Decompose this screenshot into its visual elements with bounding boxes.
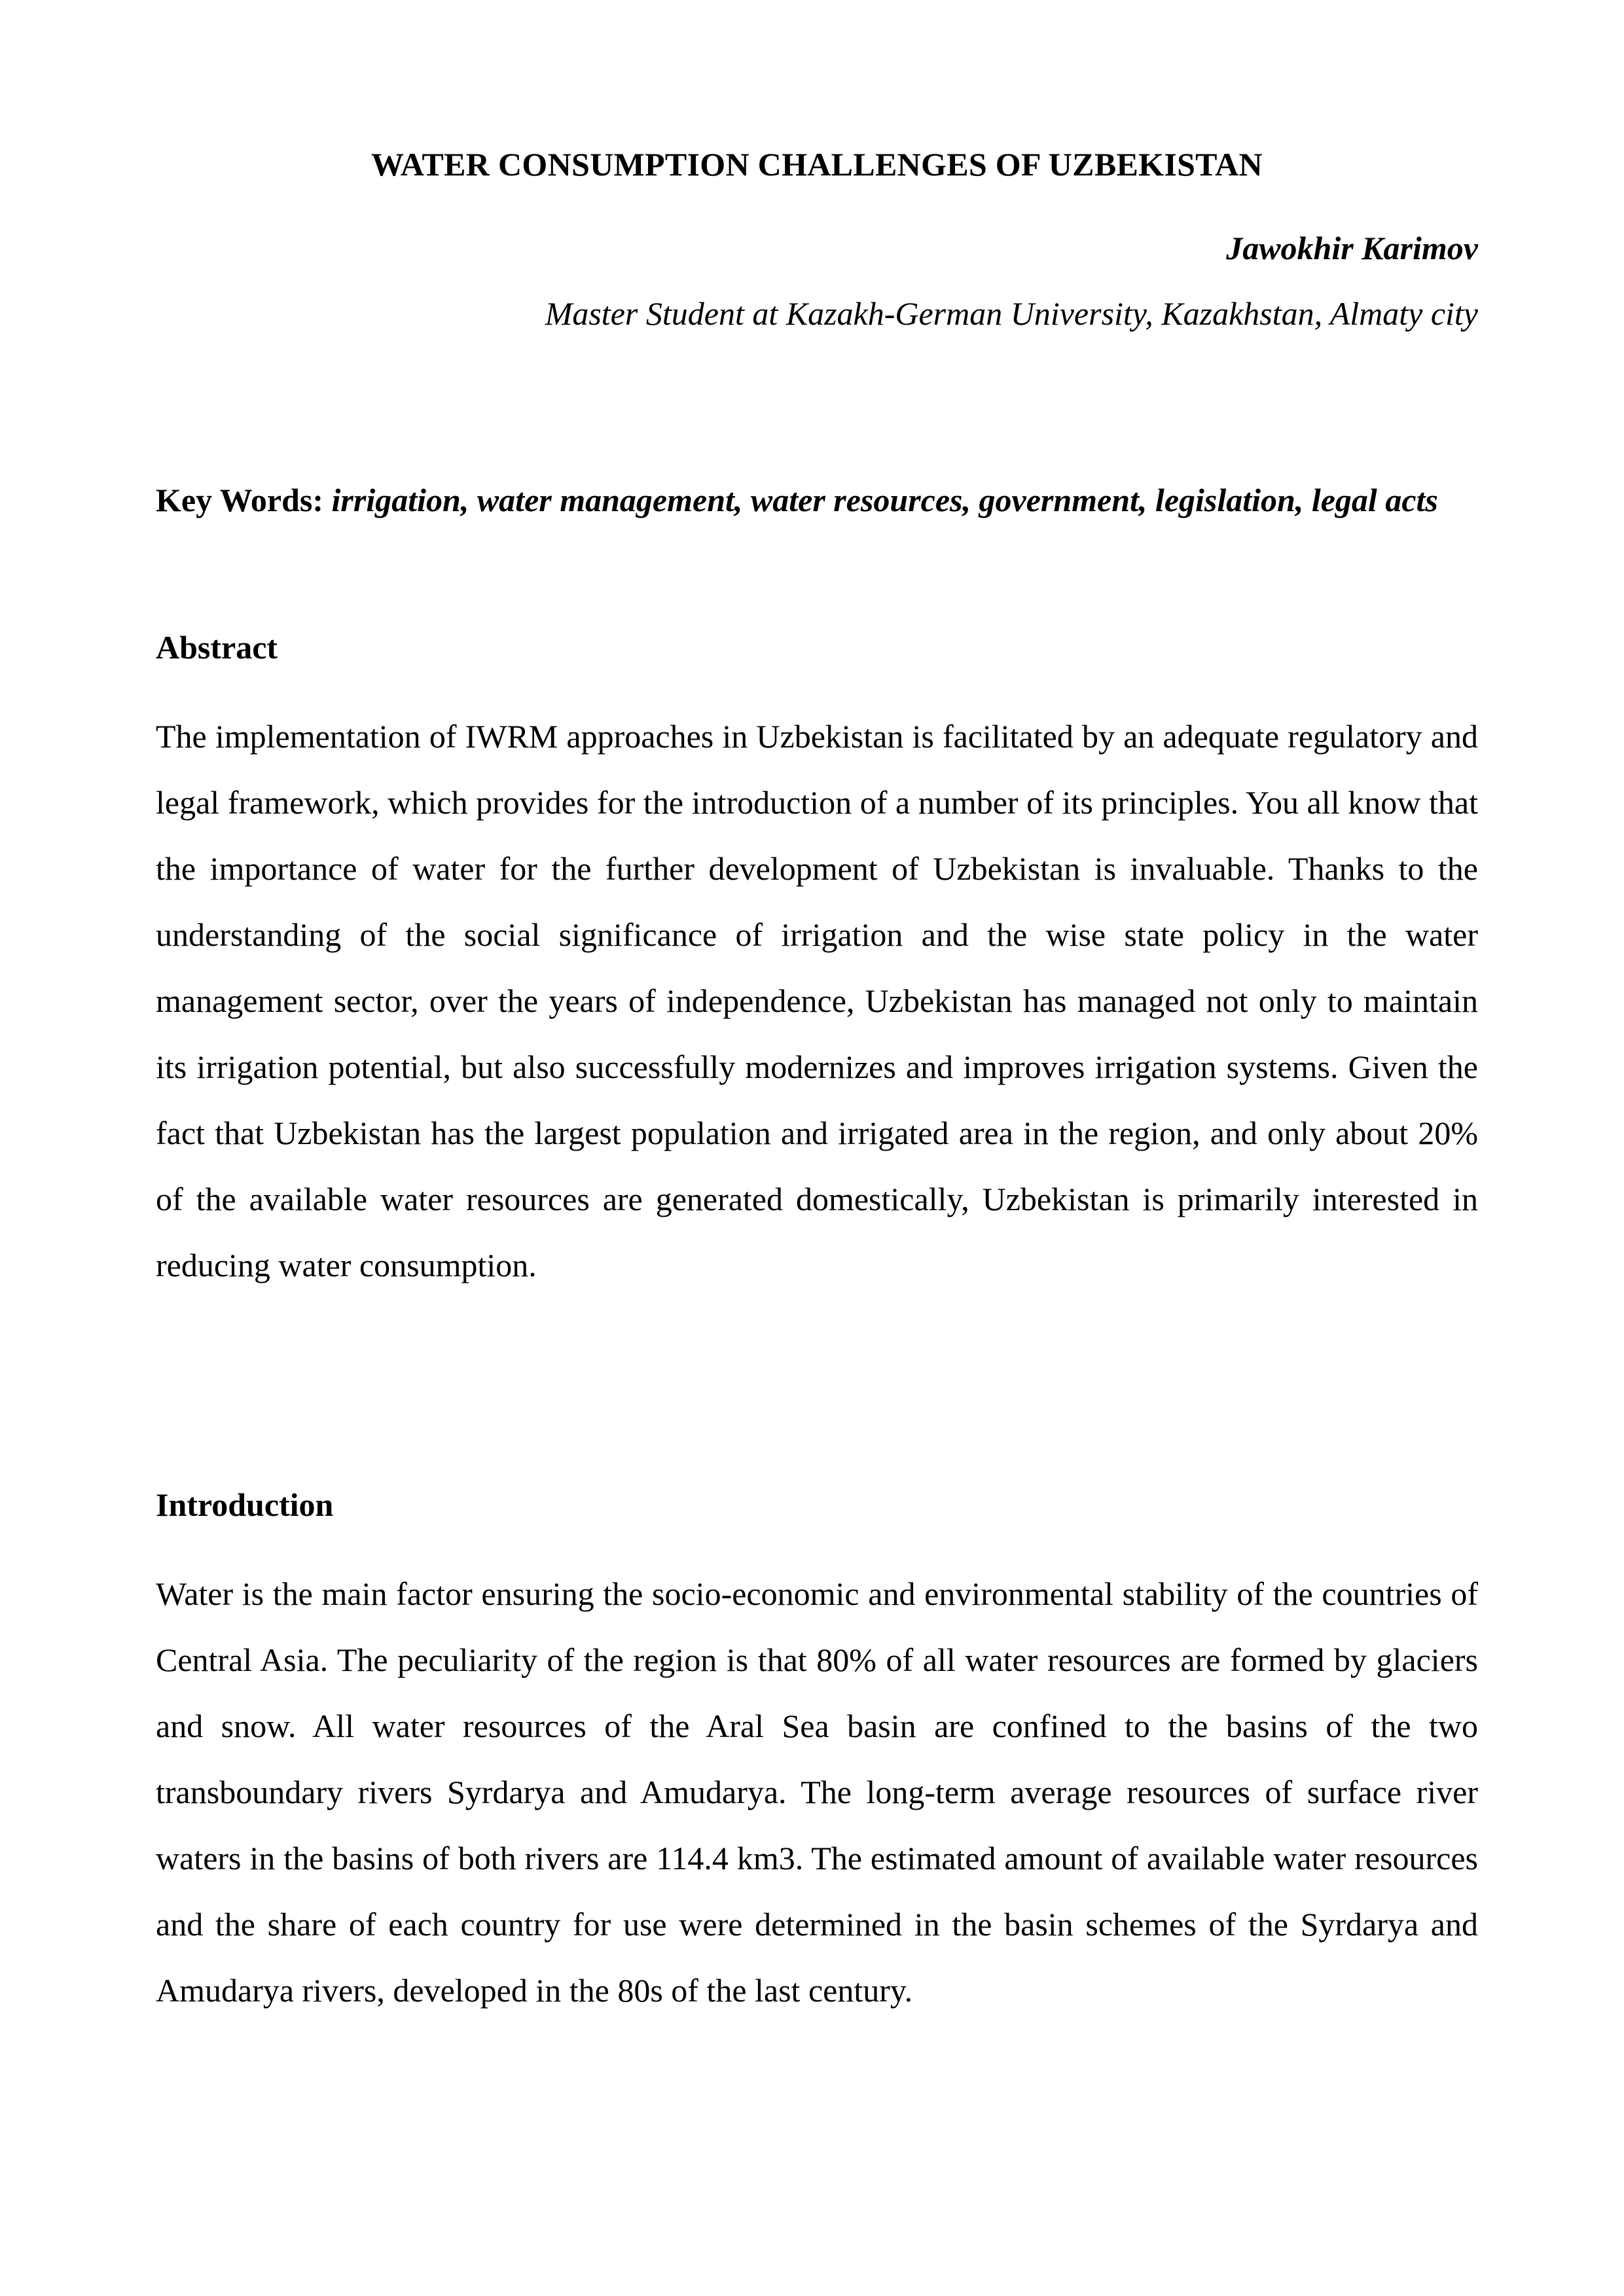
abstract-heading: Abstract (156, 629, 278, 666)
keywords-label: Key Words: (156, 482, 332, 518)
author-affiliation: Master Student at Kazakh-German University, Kazakhstan, Almaty city (545, 295, 1478, 332)
introduction-heading: Introduction (156, 1486, 334, 1523)
paper-title: WATER CONSUMPTION CHALLENGES OF UZBEKISTAN (371, 146, 1263, 183)
keywords-block (156, 468, 1478, 532)
keywords-list: irrigation, water management, water resources, government, legislation, legal acts (331, 482, 1438, 518)
introduction-text: Water is the main factor ensuring the socio-economic and environmental stability of the countries of Central Asia. The peculiarity of the region is that 80% of all water resources are formed by glaciers and snow. All water resources of the Aral Sea basin are confined to the basins of the two transboundary rivers Syrdarya and Amudarya. The long-term average resources of surface river waters in the basins of both rivers are 114.4 km3. The estimated amount of available water resources and the share of each country for use were determined in the basin schemes of the Syrdarya and Amudarya rivers, developed in the 80s of the last century. (156, 1575, 1478, 2009)
author-name: Jawokhir Karimov (1226, 230, 1478, 266)
abstract-text: The implementation of IWRM approaches in Uzbekistan is facilitated by an adequate regulatory and legal framework, which provides for the introduction of a number of its principles. You all know that the importance of water for the further development of Uzbekistan is invaluable. Thanks to the understanding of the social significance of irrigation and the wise state policy in the water management sector, over the years of independence, Uzbekistan has managed not only to maintain its irrigation potential, but also successfully modernizes and improves irrigation systems. Given the fact that Uzbekistan has the largest population and irrigated area in the region, and only about 20% of the available water resources are generated domestically, Uzbekistan is primarily interested in reducing water consumption. (156, 718, 1478, 1283)
